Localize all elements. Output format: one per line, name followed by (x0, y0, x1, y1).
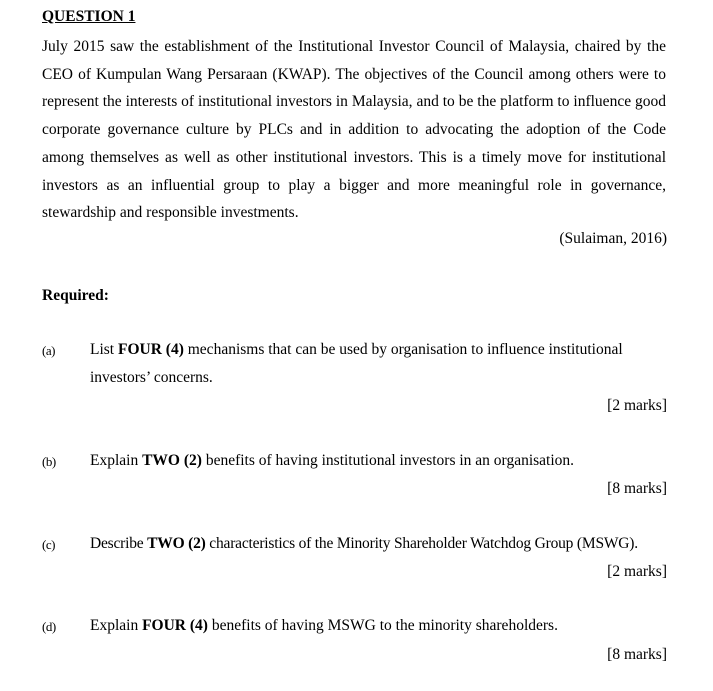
part-a-text (90, 336, 666, 391)
part-b-text (90, 447, 666, 475)
part-c-pre: Describe (90, 535, 148, 552)
part-d-marks: [8 marks] (607, 646, 667, 663)
part-c-label: (c) (42, 537, 55, 552)
part-a-pre: List (90, 341, 118, 358)
part-b-label: (b) (42, 454, 56, 469)
part-d-text (90, 612, 666, 640)
part-a-post: mechanisms that can be used by organisation to influence institutional investors’ concerns. (90, 341, 623, 386)
part-b-post: benefits of having institutional investors in an organisation. (201, 452, 575, 469)
citation: (Sulaiman, 2016) (559, 230, 667, 247)
part-c-marks: [2 marks] (607, 563, 667, 580)
part-b-pre: Explain (90, 452, 143, 469)
part-b-count: TWO (2) (142, 452, 202, 469)
part-d-post: benefits of having MSWG to the minority shareholders. (207, 617, 558, 634)
question-heading: QUESTION 1 (42, 8, 136, 25)
part-a-marks: [2 marks] (607, 397, 667, 414)
part-d-label: (d) (42, 619, 56, 634)
part-b-marks: [8 marks] (607, 480, 667, 497)
part-a-label: (a) (42, 343, 55, 358)
part-c-post: characteristics of the Minority Shareholder Watchdog Group (MSWG). (205, 535, 638, 552)
part-d-count: FOUR (4) (142, 617, 208, 634)
required-heading: Required: (42, 287, 109, 304)
part-d-pre: Explain (90, 617, 143, 634)
part-c-text (90, 530, 680, 558)
case-passage: July 2015 saw the establishment of the Institutional Investor Council of Malaysia, chaired by the CEO of Kumpulan Wang Persaraan (KWAP). The objectives of the Council among others were to represent the interests of institutional investors in Malaysia, and to be the platform to influence good corporate governance culture by PLCs and in addition to advocating the adoption of the Code among themselves as well as other institutional investors. This is a timely move for institutional investors as an influential group to play a bigger and more meaningful role in governance, stewardship and responsible investments. (42, 38, 666, 222)
part-a-count: FOUR (4) (118, 341, 184, 358)
part-c-count: TWO (2) (147, 535, 206, 552)
